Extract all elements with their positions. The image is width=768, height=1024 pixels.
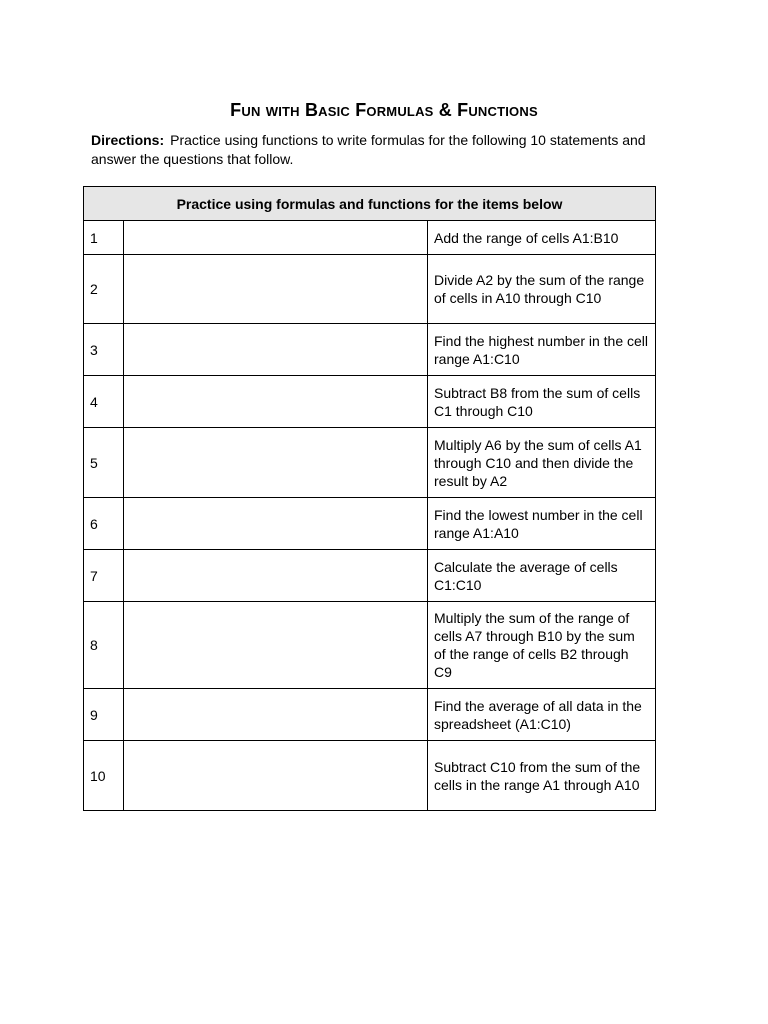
answer-cell: [124, 255, 428, 324]
page-title: Fun with Basic Formulas & Functions: [230, 100, 538, 120]
statement-cell: Find the lowest number in the cell range A1:A10: [428, 498, 656, 550]
item-number: 4: [84, 376, 124, 428]
table-row: [84, 324, 656, 376]
answer-cell: [124, 602, 428, 689]
answer-cell: [124, 428, 428, 498]
answer-cell: [124, 376, 428, 428]
item-number: 7: [84, 550, 124, 602]
statement-cell: Add the range of cells A1:B10: [428, 221, 656, 255]
statement-cell: Divide A2 by the sum of the range of cells in A10 through C10: [428, 255, 656, 324]
answer-cell: [124, 221, 428, 255]
table-row: [84, 498, 656, 550]
item-number: 3: [84, 324, 124, 376]
answer-cell: [124, 498, 428, 550]
item-number: 1: [84, 221, 124, 255]
table-row: [84, 689, 656, 741]
table-row: [84, 741, 656, 811]
answer-cell: [124, 324, 428, 376]
table-row: [84, 550, 656, 602]
item-number: 9: [84, 689, 124, 741]
item-number: 6: [84, 498, 124, 550]
directions-label: Directions:: [91, 132, 165, 148]
item-number: 8: [84, 602, 124, 689]
answer-cell: [124, 550, 428, 602]
item-number: 5: [84, 428, 124, 498]
table-row: [84, 255, 656, 324]
statement-cell: Calculate the average of cells C1:C10: [428, 550, 656, 602]
statement-cell: Multiply the sum of the range of cells A7 through B10 by the sum of the range of cells B2 through C9: [428, 602, 656, 689]
table-row: [84, 376, 656, 428]
statement-cell: Subtract B8 from the sum of cells C1 through C10: [428, 376, 656, 428]
statement-cell: Find the average of all data in the spreadsheet (A1:C10): [428, 689, 656, 741]
table-header: Practice using formulas and functions for the items below: [84, 187, 656, 221]
answer-cell: [124, 689, 428, 741]
directions: [91, 131, 681, 169]
table-row: [84, 602, 656, 689]
item-number: 10: [84, 741, 124, 811]
worksheet-table: [83, 186, 656, 811]
statement-cell: Find the highest number in the cell range A1:C10: [428, 324, 656, 376]
item-number: 2: [84, 255, 124, 324]
answer-cell: [124, 741, 428, 811]
directions-text: Practice using functions to write formulas for the following 10 statements and answer the questions that follow.: [91, 132, 646, 167]
table-row: [84, 221, 656, 255]
table-row: [84, 428, 656, 498]
statement-cell: Subtract C10 from the sum of the cells in the range A1 through A10: [428, 741, 656, 811]
table-header-row: [84, 187, 656, 221]
statement-cell: Multiply A6 by the sum of cells A1 through C10 and then divide the result by A2: [428, 428, 656, 498]
